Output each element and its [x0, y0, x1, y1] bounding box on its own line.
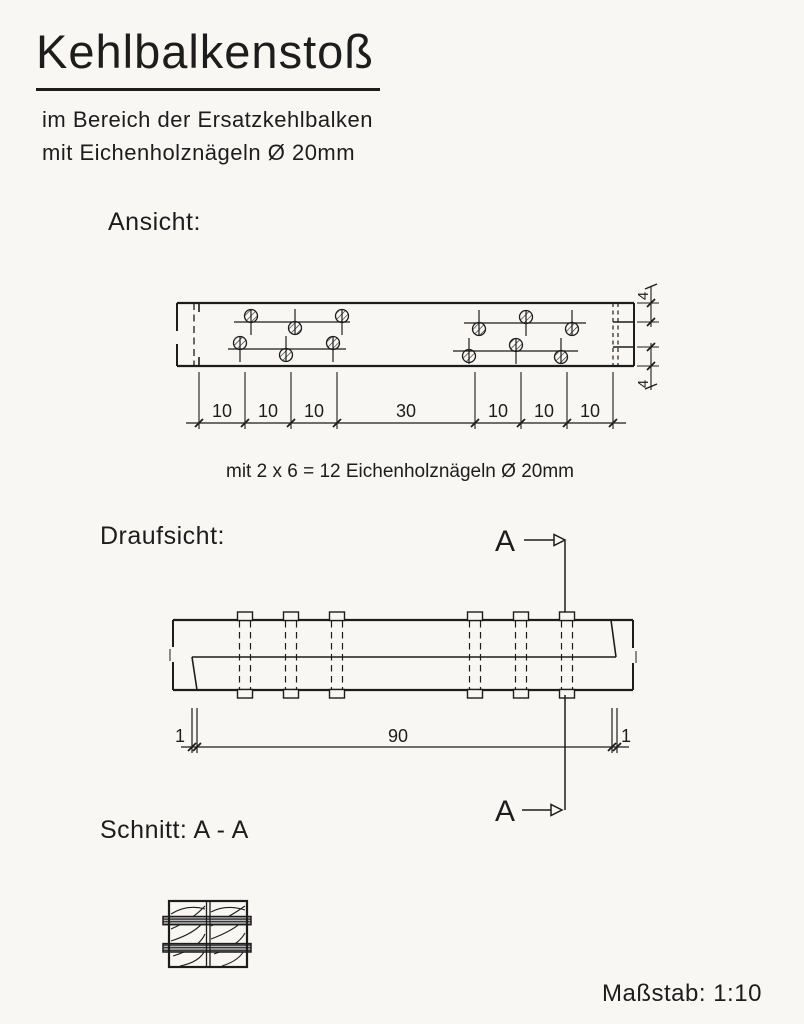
draufsicht-nail-columns — [238, 612, 575, 698]
schnitt-view — [163, 901, 251, 967]
edge-dimension-top — [635, 284, 659, 327]
section-marker-top — [495, 525, 565, 619]
page-title: Kehlbalkenstoß — [36, 24, 380, 91]
subtitle-line-2: mit Eichenholznägeln Ø 20mm — [42, 140, 356, 165]
schnitt-outline — [169, 901, 247, 967]
draufsicht-dimension-chain — [175, 708, 631, 753]
section-arrow-top-icon — [554, 535, 565, 546]
ansicht-dimension-chain — [186, 372, 626, 429]
section-marker-top-label: A — [494, 525, 516, 558]
dim-label-6: 10 — [533, 401, 555, 421]
ansicht-label: Ansicht: — [108, 208, 201, 236]
ansicht-nails — [234, 310, 579, 364]
section-arrow-bottom-icon — [551, 805, 562, 816]
dim-label-7: 10 — [579, 401, 601, 421]
edge-dim-label-top: 4 — [635, 291, 652, 301]
nail-count-note: mit 2 x 6 = 12 Eichenholznägeln Ø 20mm — [226, 461, 574, 482]
edge-dimension-bottom — [635, 343, 659, 390]
subtitle-line-1: im Bereich der Ersatzkehlbalken — [42, 107, 373, 132]
dim-label-2: 10 — [257, 401, 279, 421]
section-marker-bottom — [495, 695, 565, 828]
wood-grain-hatching — [171, 906, 245, 966]
schnitt-label: Schnitt: A - A — [100, 816, 249, 844]
ansicht-view — [177, 284, 659, 429]
edge-dim-label-bottom: 4 — [635, 379, 652, 389]
draufsicht-view — [170, 525, 636, 828]
draufsicht-label: Draufsicht: — [100, 522, 225, 550]
dim-label-left: 1 — [174, 726, 186, 746]
dim-label-3: 10 — [303, 401, 325, 421]
section-marker-bottom-label: A — [494, 795, 516, 828]
scale-label: Maßstab: 1:10 — [602, 980, 762, 1007]
dim-label-4: 30 — [395, 401, 417, 421]
dim-label-right: 1 — [620, 726, 632, 746]
dim-label-1: 10 — [211, 401, 233, 421]
dim-label-middle: 90 — [387, 726, 409, 746]
dim-label-5: 10 — [487, 401, 509, 421]
